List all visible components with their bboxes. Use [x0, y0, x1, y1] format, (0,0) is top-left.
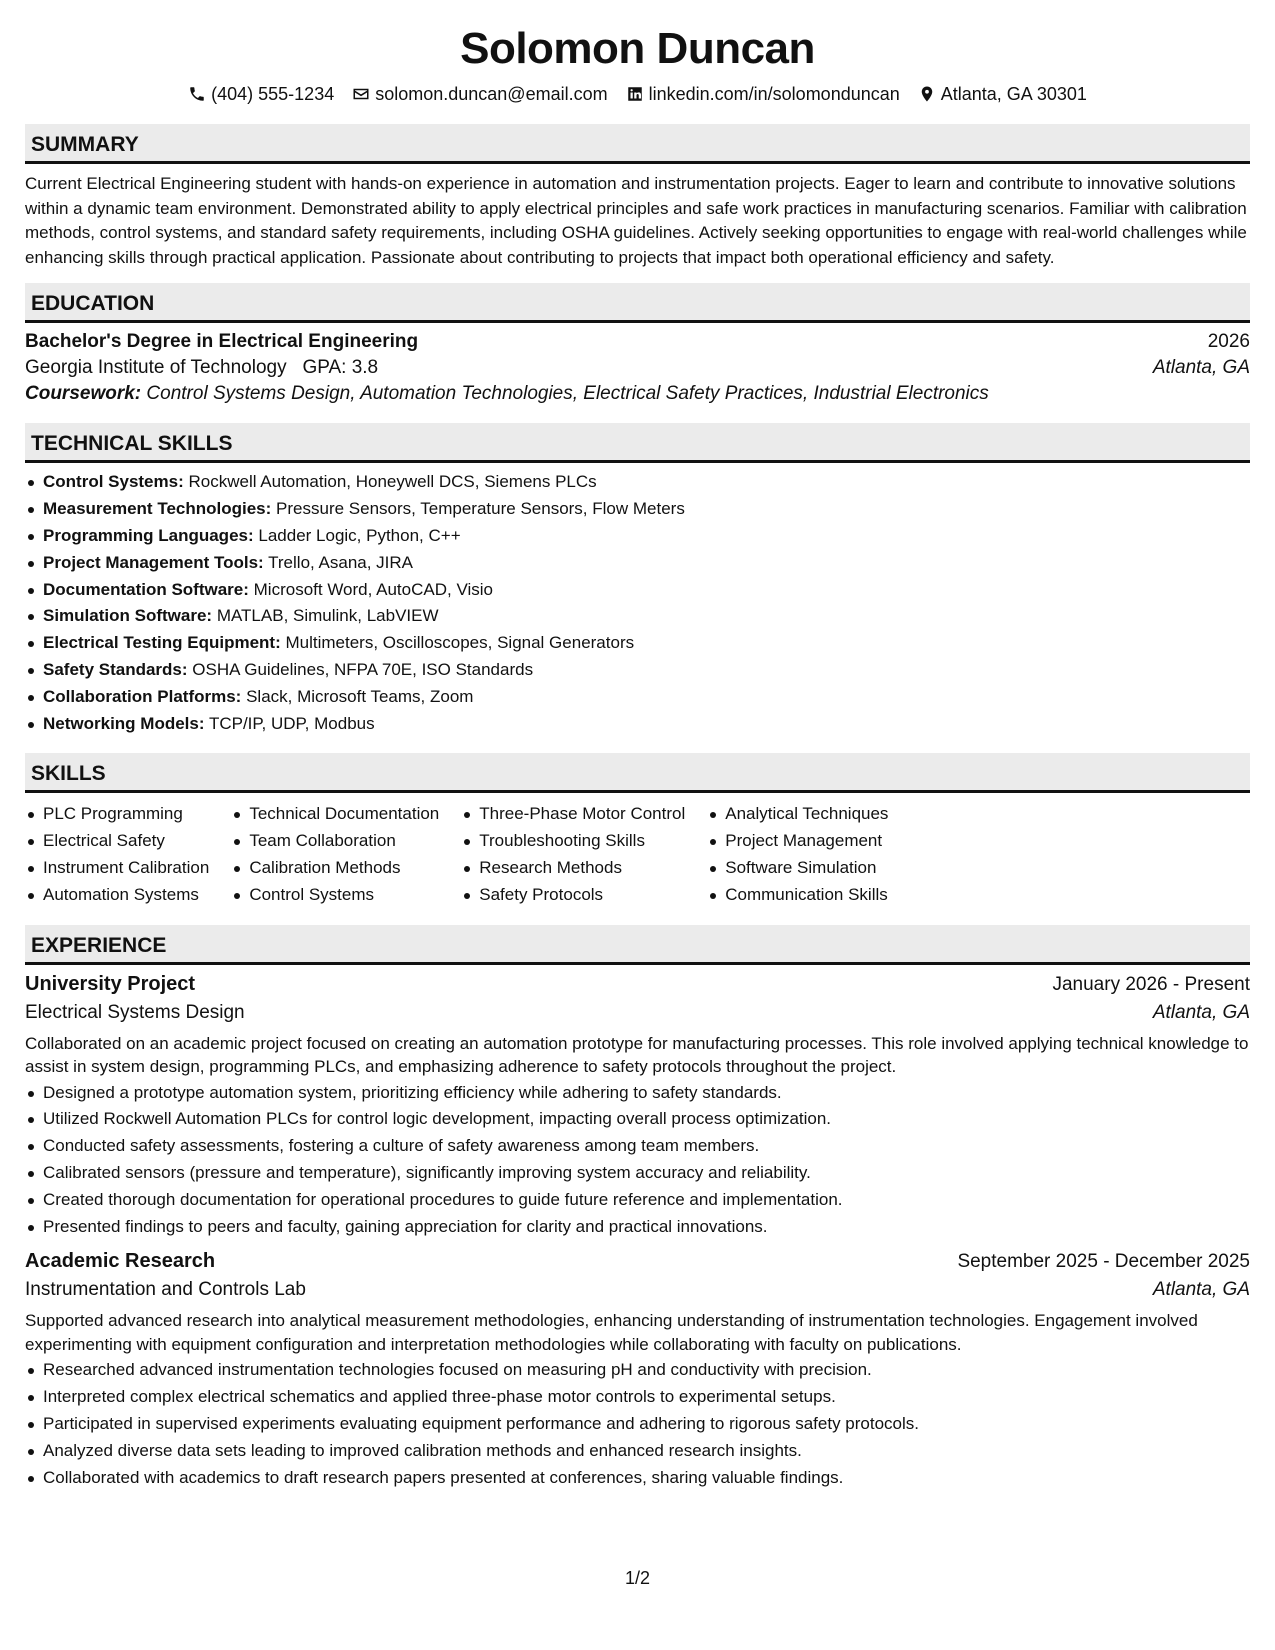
email-text[interactable]: solomon.duncan@email.com	[375, 83, 608, 104]
list-item: Designed a prototype automation system, prioritizing efficiency while adhering to safety standards.	[25, 1080, 1250, 1107]
education-degree-row	[25, 331, 1250, 353]
list-item	[25, 711, 1250, 738]
linkedin-icon	[626, 85, 644, 103]
contact-location	[918, 84, 1087, 105]
skill-label: Documentation Software:	[43, 579, 249, 599]
coursework-line	[25, 383, 1250, 405]
list-item	[25, 496, 1250, 523]
skill-label: Project Management Tools:	[43, 552, 264, 572]
skills-column	[25, 801, 209, 908]
list-item: Collaborated with academics to draft research papers presented at conferences, sharing valuable findings.	[25, 1465, 1250, 1492]
skill-label: Programming Languages:	[43, 525, 254, 545]
skill-label: Control Systems:	[43, 472, 184, 492]
skills-column	[231, 801, 439, 908]
list-item: Analytical Techniques	[707, 801, 888, 828]
education-school-row	[25, 357, 1250, 379]
job-title: Academic Research	[25, 1250, 216, 1273]
skill-label: Safety Standards:	[43, 659, 188, 679]
degree-title: Bachelor's Degree in Electrical Engineering	[25, 331, 419, 353]
job-org-row	[25, 1279, 1250, 1301]
list-item: Project Management	[707, 828, 888, 855]
list-item	[25, 550, 1250, 577]
skills-column	[707, 801, 888, 908]
skills-heading: SKILLS	[25, 753, 1250, 793]
list-item: Presented findings to peers and faculty, gaining appreciation for clarity and practical innovations.	[25, 1214, 1250, 1241]
skill-label: Networking Models:	[43, 713, 205, 733]
list-item: Research Methods	[461, 855, 685, 882]
skill-value: Microsoft Word, AutoCAD, Visio	[253, 579, 493, 599]
phone-text: (404) 555-1234	[211, 83, 335, 104]
list-item: Software Simulation	[707, 855, 888, 882]
skill-value: Trello, Asana, JIRA	[268, 552, 414, 572]
list-item: Control Systems	[231, 882, 439, 909]
skill-value: TCP/IP, UDP, Modbus	[208, 713, 375, 733]
list-item: Automation Systems	[25, 882, 209, 909]
list-item	[25, 684, 1250, 711]
contact-email[interactable]	[352, 84, 607, 105]
skill-label: Collaboration Platforms:	[43, 686, 242, 706]
map-pin-icon	[918, 85, 936, 103]
job-description: Collaborated on an academic project focused on creating an automation prototype for manufacturing processes. This role involved applying technical knowledge to assist in system design, programming PLCs, and emphasizing adherence to safety protocols throughout the project.	[25, 1033, 1249, 1077]
list-item	[25, 577, 1250, 604]
job-location: Atlanta, GA	[1152, 1279, 1250, 1301]
phone-icon	[188, 85, 206, 103]
list-item: Troubleshooting Skills	[461, 828, 685, 855]
list-item	[25, 657, 1250, 684]
skill-value: Pressure Sensors, Temperature Sensors, Flow Meters	[276, 499, 685, 519]
school-name: Georgia Institute of Technology	[25, 357, 287, 379]
skills-grid	[25, 801, 1250, 908]
job-dates: January 2026 - Present	[1052, 973, 1250, 995]
technical-skills-heading: TECHNICAL SKILLS	[25, 423, 1250, 463]
gpa: GPA: 3.8	[302, 357, 379, 379]
list-item: Interpreted complex electrical schematics and applied three-phase motor controls to experimental setups.	[25, 1384, 1250, 1411]
list-item: Calibration Methods	[231, 855, 439, 882]
list-item: Analyzed diverse data sets leading to improved calibration methods and enhanced research insights.	[25, 1438, 1250, 1465]
skill-value: Multimeters, Oscilloscopes, Signal Generators	[285, 633, 635, 653]
skill-value: Rockwell Automation, Honeywell DCS, Siemens PLCs	[188, 472, 597, 492]
list-item	[25, 630, 1250, 657]
job-title-row	[25, 1250, 1250, 1273]
list-item: Researched advanced instrumentation technologies focused on measuring pH and conductivity with precision.	[25, 1357, 1250, 1384]
school-line	[25, 357, 378, 379]
job-title-row	[25, 973, 1250, 996]
school-location: Atlanta, GA	[1152, 357, 1250, 379]
candidate-name: Solomon Duncan	[460, 24, 815, 73]
envelope-icon	[352, 85, 370, 103]
skill-label: Measurement Technologies:	[43, 499, 272, 519]
list-item	[25, 523, 1250, 550]
list-item: Safety Protocols	[461, 882, 685, 909]
list-item: Technical Documentation	[231, 801, 439, 828]
technical-skills-list	[25, 469, 1250, 737]
job-org: Instrumentation and Controls Lab	[25, 1279, 306, 1301]
location-text: Atlanta, GA 30301	[940, 83, 1087, 104]
list-item: Conducted safety assessments, fostering a culture of safety awareness among team members.	[25, 1133, 1250, 1160]
list-item: Instrument Calibration	[25, 855, 209, 882]
job-description: Supported advanced research into analytical measurement methodologies, enhancing understanding of instrumentation technologies. Engagement involved experimenting with equipment configuration and interpretation methodologies while collaborating with faculty on publications.	[25, 1311, 1198, 1354]
skill-value: Slack, Microsoft Teams, Zoom	[246, 686, 474, 706]
list-item: Participated in supervised experiments evaluating equipment performance and adhering to rigorous safety protocols.	[25, 1411, 1250, 1438]
education-heading: EDUCATION	[25, 283, 1250, 323]
skill-value: OSHA Guidelines, NFPA 70E, ISO Standards	[192, 659, 534, 679]
list-item	[25, 603, 1250, 630]
job-dates: September 2025 - December 2025	[957, 1251, 1250, 1273]
summary-heading: SUMMARY	[25, 124, 1250, 164]
list-item: Calibrated sensors (pressure and temperature), significantly improving system accuracy and reliability.	[25, 1160, 1250, 1187]
skill-label: Electrical Testing Equipment:	[43, 633, 281, 653]
resume-page	[25, 22, 1250, 1491]
coursework-text: Control Systems Design, Automation Technologies, Electrical Safety Practices, Industrial Electronics	[146, 383, 989, 405]
skill-value: MATLAB, Simulink, LabVIEW	[216, 606, 439, 626]
list-item: Team Collaboration	[231, 828, 439, 855]
job-entry	[25, 973, 1250, 1241]
contact-phone	[188, 84, 334, 105]
list-item: Communication Skills	[707, 882, 888, 909]
job-bullets	[25, 1080, 1250, 1241]
skills-column	[461, 801, 685, 908]
contact-bar	[25, 80, 1250, 108]
page-number: 1/2	[624, 1568, 651, 1588]
skill-label: Simulation Software:	[43, 606, 213, 626]
contact-linkedin[interactable]	[626, 84, 900, 105]
job-location: Atlanta, GA	[1152, 1001, 1250, 1023]
list-item: PLC Programming	[25, 801, 209, 828]
coursework-label: Coursework:	[25, 383, 142, 405]
job-org: Electrical Systems Design	[25, 1001, 245, 1023]
job-org-row	[25, 1002, 1250, 1024]
job-title: University Project	[25, 972, 196, 995]
job-bullets	[25, 1357, 1250, 1491]
summary-text: Current Electrical Engineering student with hands-on experience in automation and instrumentation projects. Eager to learn and contribute to innovative solutions within a dynamic team environment. Demonstrated ability to apply electrical principles and safe work practices in manufacturing scenarios. Familiar with calibration methods, control systems, and standard safety requirements, including OSHA guidelines. Actively seeking opportunities to engage with real-world challenges while enhancing skills through practical application. Passionate about contributing to projects that impact both operational efficiency and safety.	[25, 174, 1247, 267]
list-item: Utilized Rockwell Automation PLCs for control logic development, impacting overall process optimization.	[25, 1106, 1250, 1133]
list-item: Created thorough documentation for operational procedures to guide future reference and implementation.	[25, 1187, 1250, 1214]
linkedin-text[interactable]: linkedin.com/in/solomonduncan	[648, 83, 900, 104]
experience-heading: EXPERIENCE	[25, 925, 1250, 965]
list-item	[25, 469, 1250, 496]
list-item: Electrical Safety	[25, 828, 209, 855]
graduation-year: 2026	[1207, 331, 1250, 353]
skill-value: Ladder Logic, Python, C++	[258, 525, 461, 545]
list-item: Three-Phase Motor Control	[461, 801, 685, 828]
job-entry	[25, 1250, 1250, 1491]
